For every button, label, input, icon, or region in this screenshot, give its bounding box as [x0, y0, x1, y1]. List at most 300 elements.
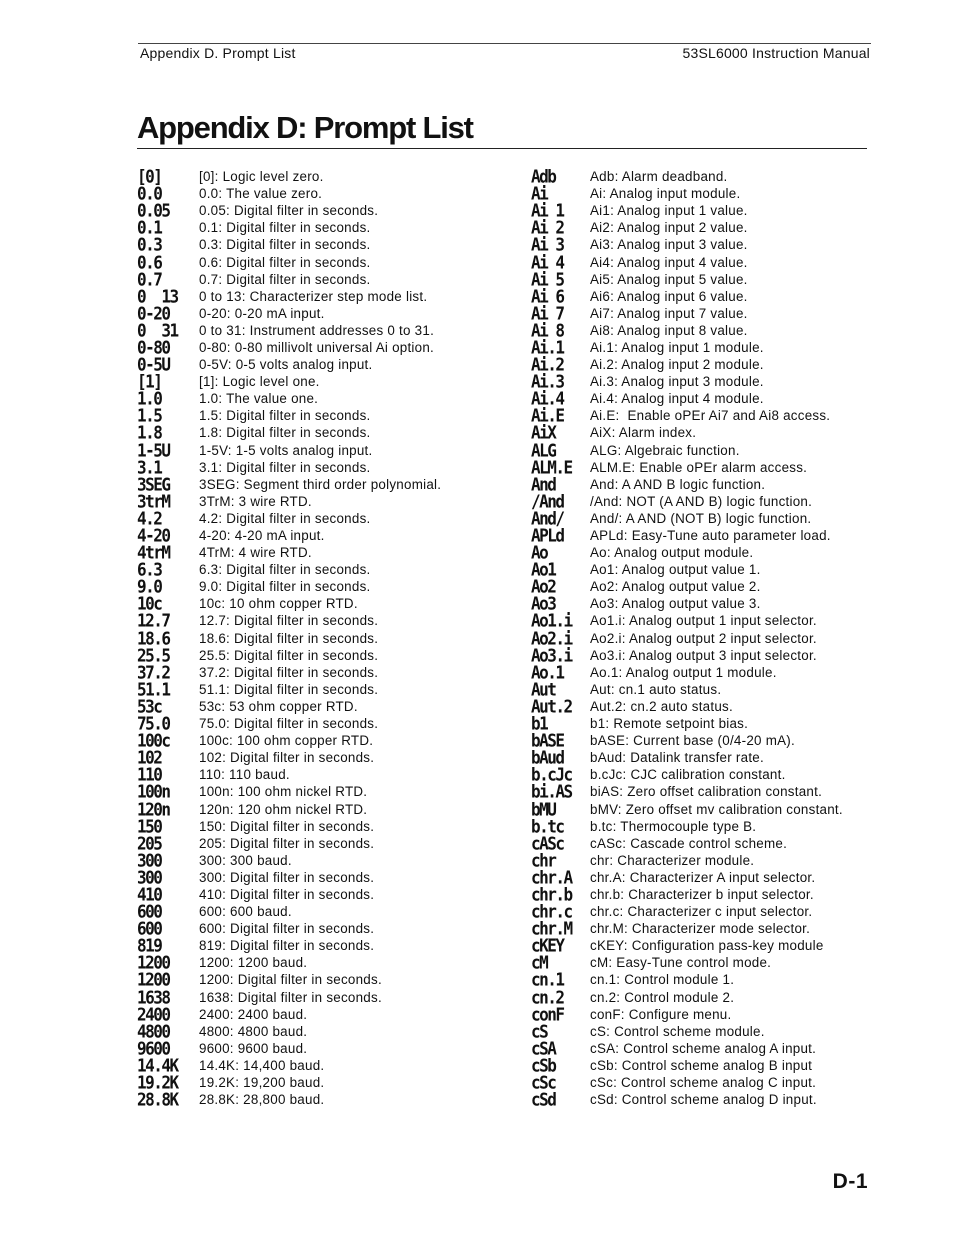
- prompt-description: ALG: Algebraic function.: [590, 442, 740, 458]
- prompt-display-code: APLd: [531, 524, 564, 547]
- prompt-list-item: [137, 507, 441, 530]
- prompt-description: 14.4K: 14,400 baud.: [199, 1057, 325, 1073]
- prompt-display-code: bi.AS: [531, 781, 572, 803]
- prompt-display-code: [0]: [137, 165, 162, 188]
- prompt-description: 4-20: 4-20 mA input.: [199, 528, 325, 544]
- prompt-list-item: [531, 815, 843, 837]
- prompt-description: 410: Digital filter in seconds.: [199, 886, 375, 902]
- prompt-description: Aut: cn.1 auto status.: [590, 681, 722, 697]
- prompt-description: bMV: Zero offset mv calibration constant.: [590, 801, 843, 817]
- prompt-display-code: chr.b: [531, 883, 572, 906]
- prompt-display-code: 6.3: [137, 559, 162, 581]
- prompt-description: 4800: 4800 baud.: [199, 1023, 308, 1039]
- prompt-display-code: Ai 5: [531, 268, 564, 290]
- prompt-display-code: 819: [137, 935, 162, 957]
- prompt-list-item: [531, 678, 843, 700]
- prompt-description: 12.7: Digital filter in seconds.: [199, 613, 379, 629]
- page-title: Appendix D: Prompt List: [137, 110, 473, 145]
- prompt-display-code: And: [531, 473, 556, 495]
- prompt-list-item: [531, 302, 843, 324]
- prompt-list-item: [137, 234, 441, 256]
- prompt-list-item: [137, 781, 441, 803]
- prompt-description: 120n: 120 ohm nickel RTD.: [199, 801, 368, 817]
- prompt-list-item: [137, 1071, 441, 1094]
- prompt-display-code: Aut.2: [531, 695, 572, 718]
- prompt-description: Ao3: Analog output value 3.: [590, 596, 761, 612]
- prompt-description: Adb: Alarm deadband.: [590, 169, 728, 185]
- prompt-display-code: bMU: [531, 798, 556, 820]
- prompt-display-code: Ai.1: [531, 336, 564, 359]
- prompt-display-code: Ai 1: [531, 200, 564, 222]
- prompt-description: 18.6: Digital filter in seconds.: [199, 630, 379, 646]
- prompt-display-code: Ao1: [531, 559, 556, 581]
- prompt-description: 19.2K: 19,200 baud.: [199, 1075, 325, 1091]
- prompt-display-code: 4-20: [137, 524, 170, 547]
- prompt-list-item: [531, 900, 843, 923]
- prompt-display-code: cn.2: [531, 986, 564, 1008]
- prompt-list-item: [137, 986, 441, 1008]
- prompt-display-code: 1638: [137, 986, 170, 1008]
- prompt-display-code: cSA: [531, 1037, 556, 1059]
- prompt-list-item: [137, 593, 441, 615]
- prompt-description: Ai4: Analog input 4 value.: [590, 254, 748, 270]
- prompt-list-item: [137, 900, 441, 923]
- prompt-description: 100n: 100 ohm nickel RTD.: [199, 784, 368, 800]
- prompt-display-code: 0-5U: [137, 353, 170, 376]
- prompt-list-item: [137, 1088, 441, 1111]
- prompt-display-code: 600: [137, 900, 162, 923]
- prompt-list-item: [137, 251, 441, 273]
- prompt-description: Ai5: Analog input 5 value.: [590, 271, 748, 287]
- prompt-display-code: [1]: [137, 371, 162, 393]
- prompt-list-item: [137, 935, 441, 957]
- prompt-description: APLd: Easy-Tune auto parameter load.: [590, 528, 831, 544]
- prompt-description: chr.b: Characterizer b input selector.: [590, 886, 814, 902]
- prompt-description: 3SEG: Segment third order polynomial.: [199, 476, 442, 492]
- prompt-list-item: [137, 405, 441, 427]
- prompt-list-item: [137, 1037, 441, 1059]
- prompt-list-item: [137, 832, 441, 854]
- prompt-list-item: [531, 405, 843, 427]
- prompt-description: 28.8K: 28,800 baud.: [199, 1092, 325, 1108]
- prompt-display-code: cASc: [531, 832, 564, 854]
- prompt-list-item: [531, 507, 843, 530]
- prompt-list-item: [531, 336, 843, 359]
- prompt-list-item: [137, 490, 441, 512]
- prompt-list-item: [531, 251, 843, 273]
- prompt-display-code: 0.6: [137, 251, 162, 273]
- prompt-description: Ai7: Analog input 7 value.: [590, 305, 748, 321]
- prompt-list-item: [137, 969, 441, 991]
- prompt-list-item: [531, 1020, 843, 1042]
- prompt-list-item: [137, 661, 441, 683]
- prompt-display-code: Ai.3: [531, 371, 564, 393]
- prompt-description: bASE: Current base (0/4-20 mA).: [590, 733, 795, 749]
- prompt-display-code: ALM.E: [531, 456, 572, 478]
- prompt-list-item: [137, 388, 441, 410]
- prompt-description: Ai6: Analog input 6 value.: [590, 288, 748, 304]
- prompt-description: biAS: Zero offset calibration constant.: [590, 784, 823, 800]
- prompt-list-item: [531, 712, 843, 735]
- prompt-description: Ao1: Analog output value 1.: [590, 562, 761, 578]
- prompt-display-code: conF: [531, 1003, 564, 1025]
- prompt-list-item: [531, 268, 843, 290]
- prompt-display-code: 0.1: [137, 217, 162, 239]
- prompt-display-code: 14.4K: [137, 1054, 178, 1077]
- prompt-list-item: [137, 576, 441, 598]
- prompt-description: cn.2: Control module 2.: [590, 989, 735, 1005]
- prompt-list-item: [531, 781, 843, 803]
- prompt-display-code: 51.1: [137, 678, 170, 700]
- prompt-description: 819: Digital filter in seconds.: [199, 938, 375, 954]
- prompt-display-code: cSb: [531, 1054, 556, 1077]
- prompt-list-item: [531, 524, 843, 547]
- prompt-list-item: [531, 661, 843, 683]
- prompt-display-code: b.cJc: [531, 764, 572, 786]
- prompt-description: 1638: Digital filter in seconds.: [199, 989, 382, 1005]
- prompt-display-code: 37.2: [137, 661, 170, 683]
- prompt-list-item: [531, 559, 843, 581]
- prompt-display-code: 9.0: [137, 576, 162, 598]
- page-number: D-1: [832, 1170, 868, 1193]
- prompt-display-code: cS: [531, 1020, 548, 1042]
- prompt-display-code: Ai 2: [531, 217, 564, 239]
- prompt-list-item: [531, 832, 843, 854]
- prompt-list-item: [531, 371, 843, 393]
- prompt-description: 0 to 31: Instrument addresses 0 to 31.: [199, 322, 435, 338]
- prompt-list-item: [531, 986, 843, 1008]
- prompt-display-code: 0-20: [137, 302, 170, 324]
- prompt-list-item: [137, 285, 441, 307]
- prompt-description: cn.1: Control module 1.: [590, 972, 735, 988]
- prompt-list-item: [531, 422, 843, 444]
- prompt-description: Ai3: Analog input 3 value.: [590, 237, 748, 253]
- prompt-description: chr.A: Characterizer A input selector.: [590, 869, 816, 885]
- prompt-description: Ai.4: Analog input 4 module.: [590, 391, 764, 407]
- prompt-list-item: [137, 217, 441, 239]
- prompt-list-item: [137, 764, 441, 786]
- prompt-list-item: [531, 1088, 843, 1111]
- prompt-description: chr: Characterizer module.: [590, 852, 755, 868]
- prompt-list-item: [137, 200, 441, 222]
- prompt-list-item: [137, 849, 441, 871]
- prompt-display-code: Ai 4: [531, 251, 564, 273]
- prompt-display-code: 0.0: [137, 183, 162, 205]
- prompt-display-code: 205: [137, 832, 162, 854]
- prompt-list-item: [531, 217, 843, 239]
- prompt-display-code: 1200: [137, 952, 170, 974]
- prompt-list-item: [137, 336, 441, 359]
- header-rule: [138, 43, 871, 44]
- prompt-display-code: 120n: [137, 798, 170, 820]
- prompt-description: 600: Digital filter in seconds.: [199, 921, 375, 937]
- running-header-section: Appendix D. Prompt List: [140, 45, 296, 61]
- prompt-description: 4TrM: 4 wire RTD.: [199, 545, 312, 561]
- prompt-list-item: [531, 1003, 843, 1025]
- prompt-list-item: [137, 456, 441, 478]
- prompt-description: 102: Digital filter in seconds.: [199, 750, 375, 766]
- prompt-list-right-column: [531, 165, 843, 1111]
- prompt-list-item: [531, 183, 843, 205]
- prompt-list-item: [531, 490, 843, 512]
- prompt-description: cSA: Control scheme analog A input.: [590, 1040, 817, 1056]
- prompt-list-item: [137, 798, 441, 820]
- prompt-list-item: [531, 456, 843, 478]
- prompt-display-code: 600: [137, 918, 162, 940]
- prompt-list-item: [137, 541, 441, 564]
- prompt-list-item: [531, 798, 843, 820]
- prompt-display-code: chr.M: [531, 918, 572, 940]
- prompt-list-item: [531, 439, 843, 461]
- prompt-display-code: chr.c: [531, 900, 572, 923]
- prompt-list-item: [137, 422, 441, 444]
- prompt-display-code: 0 13: [137, 285, 178, 307]
- prompt-display-code: 0.7: [137, 268, 162, 290]
- prompt-display-code: 75.0: [137, 712, 170, 735]
- prompt-description: cS: Control scheme module.: [590, 1023, 765, 1039]
- prompt-display-code: Ai 8: [531, 319, 564, 342]
- prompt-description: Ai.3: Analog input 3 module.: [590, 374, 764, 390]
- prompt-display-code: 53c: [137, 695, 162, 718]
- prompt-list-item: [137, 559, 441, 581]
- prompt-list-item: [137, 627, 441, 649]
- prompt-display-code: cSc: [531, 1071, 556, 1094]
- prompt-display-code: 0 31: [137, 319, 178, 342]
- prompt-list-item: [531, 576, 843, 598]
- prompt-description: 2400: 2400 baud.: [199, 1006, 308, 1022]
- prompt-display-code: bASE: [531, 730, 564, 752]
- prompt-description: 3TrM: 3 wire RTD.: [199, 493, 312, 509]
- prompt-list-item: [531, 234, 843, 256]
- prompt-display-code: Ao2: [531, 576, 556, 598]
- prompt-display-code: 25.5: [137, 644, 170, 666]
- prompt-display-code: Ai.4: [531, 388, 564, 410]
- prompt-description: 1200: 1200 baud.: [199, 955, 308, 971]
- prompt-description: 9600: 9600 baud.: [199, 1040, 308, 1056]
- prompt-description: Ao3.i: Analog output 3 input selector.: [590, 647, 817, 663]
- prompt-display-code: Adb: [531, 165, 556, 188]
- prompt-description: 37.2: Digital filter in seconds.: [199, 664, 379, 680]
- prompt-list-item: [531, 165, 843, 188]
- prompt-description: chr.M: Characterizer mode selector.: [590, 921, 811, 937]
- prompt-description: Ao2.i: Analog output 2 input selector.: [590, 630, 817, 646]
- prompt-display-code: 18.6: [137, 627, 170, 649]
- prompt-display-code: 2400: [137, 1003, 170, 1025]
- prompt-list-item: [137, 712, 441, 735]
- prompt-display-code: 3trM: [137, 490, 170, 512]
- prompt-list-item: [531, 627, 843, 649]
- prompt-display-code: 3.1: [137, 456, 162, 478]
- prompt-description: chr.c: Characterizer c input selector.: [590, 904, 813, 920]
- prompt-display-code: 100n: [137, 781, 170, 803]
- prompt-list-item: [531, 883, 843, 906]
- prompt-list-item: [137, 183, 441, 205]
- prompt-list-item: [531, 1071, 843, 1094]
- prompt-list-item: [137, 1054, 441, 1077]
- prompt-display-code: 1.5: [137, 405, 162, 427]
- prompt-description: Ao1.i: Analog output 1 input selector.: [590, 613, 817, 629]
- prompt-list-item: [531, 764, 843, 786]
- prompt-description: [1]: Logic level one.: [199, 374, 320, 390]
- running-header-manual: 53SL6000 Instruction Manual: [682, 45, 870, 61]
- prompt-description: ALM.E: Enable oPEr alarm access.: [590, 459, 808, 475]
- prompt-list-item: [531, 1054, 843, 1077]
- prompt-list-item: [531, 849, 843, 871]
- prompt-description: 0.1: Digital filter in seconds.: [199, 220, 371, 236]
- prompt-description: 1.0: The value one.: [199, 391, 319, 407]
- prompt-list-item: [137, 610, 441, 632]
- prompt-description: 0 to 13: Characterizer step mode list.: [199, 288, 428, 304]
- prompt-description: b.cJc: CJC calibration constant.: [590, 767, 786, 783]
- prompt-description: Ao.1: Analog output 1 module.: [590, 664, 777, 680]
- prompt-display-code: 1.0: [137, 388, 162, 410]
- prompt-display-code: 1.8: [137, 422, 162, 444]
- prompt-display-code: 3SEG: [137, 473, 170, 495]
- prompt-description: 0.6: Digital filter in seconds.: [199, 254, 371, 270]
- prompt-list-item: [137, 952, 441, 974]
- prompt-display-code: chr.A: [531, 866, 572, 889]
- prompt-display-code: And/: [531, 507, 564, 530]
- prompt-display-code: 19.2K: [137, 1071, 178, 1094]
- prompt-list-item: [137, 918, 441, 940]
- prompt-description: 0-5V: 0-5 volts analog input.: [199, 357, 373, 373]
- prompt-description: 110: 110 baud.: [199, 767, 290, 783]
- prompt-list-item: [137, 678, 441, 700]
- prompt-display-code: cn.1: [531, 969, 564, 991]
- prompt-display-code: cM: [531, 952, 548, 974]
- prompt-list-item: [531, 285, 843, 307]
- prompt-description: Ai: Analog input module.: [590, 186, 741, 202]
- prompt-list-item: [531, 593, 843, 615]
- prompt-list-item: [531, 695, 843, 718]
- prompt-list-item: [137, 165, 441, 188]
- prompt-display-code: 102: [137, 747, 162, 769]
- prompt-display-code: 100c: [137, 730, 170, 752]
- prompt-list-item: [137, 319, 441, 342]
- prompt-description: 0-20: 0-20 mA input.: [199, 305, 325, 321]
- prompt-description: 0.0: The value zero.: [199, 186, 323, 202]
- prompt-list-item: [531, 730, 843, 752]
- prompt-display-code: 4trM: [137, 541, 170, 564]
- prompt-display-code: cKEY: [531, 935, 564, 957]
- prompt-description: Ai.E: Enable oPEr Ai7 and Ai8 access.: [590, 408, 831, 424]
- prompt-description: cM: Easy-Tune control mode.: [590, 955, 772, 971]
- prompt-description: cKEY: Configuration pass-key module: [590, 938, 824, 954]
- prompt-description: 75.0: Digital filter in seconds.: [199, 716, 379, 732]
- prompt-display-code: /And: [531, 490, 564, 512]
- prompt-display-code: 150: [137, 815, 162, 837]
- prompt-list-left-column: [137, 165, 442, 1111]
- prompt-list-item: [137, 883, 441, 906]
- prompt-description: 1.8: Digital filter in seconds.: [199, 425, 371, 441]
- prompt-description: 9.0: Digital filter in seconds.: [199, 579, 371, 595]
- prompt-list-item: [531, 969, 843, 991]
- prompt-list-item: [137, 302, 441, 324]
- prompt-display-code: Ai 6: [531, 285, 564, 307]
- prompt-list-item: [531, 866, 843, 889]
- prompt-description: 0.05: Digital filter in seconds.: [199, 203, 379, 219]
- prompt-description: AiX: Alarm index.: [590, 425, 697, 441]
- prompt-description: Ao: Analog output module.: [590, 545, 754, 561]
- prompt-display-code: 0.3: [137, 234, 162, 256]
- prompt-description: 1.5: Digital filter in seconds.: [199, 408, 371, 424]
- prompt-description: 1200: Digital filter in seconds.: [199, 972, 382, 988]
- prompt-display-code: 0-80: [137, 336, 170, 359]
- prompt-list-item: [531, 1037, 843, 1059]
- prompt-description: [0]: Logic level zero.: [199, 169, 324, 185]
- prompt-list-item: [137, 695, 441, 718]
- prompt-display-code: b.tc: [531, 815, 564, 837]
- prompt-display-code: Ai 3: [531, 234, 564, 256]
- prompt-description: 0-80: 0-80 millivolt universal Ai option.: [199, 339, 435, 355]
- prompt-description: 10c: 10 ohm copper RTD.: [199, 596, 358, 612]
- prompt-description: 300: 300 baud.: [199, 852, 292, 868]
- prompt-display-code: chr: [531, 849, 556, 871]
- prompt-display-code: ALG: [531, 439, 556, 461]
- prompt-list-item: [137, 268, 441, 290]
- prompt-description: Ai8: Analog input 8 value.: [590, 322, 748, 338]
- prompt-display-code: 300: [137, 849, 162, 871]
- prompt-description: 25.5: Digital filter in seconds.: [199, 647, 379, 663]
- prompt-list-item: [137, 866, 441, 889]
- prompt-display-code: 28.8K: [137, 1088, 178, 1111]
- prompt-display-code: 4.2: [137, 507, 162, 530]
- prompt-display-code: Ao.1: [531, 661, 564, 683]
- prompt-description: conF: Configure menu.: [590, 1006, 732, 1022]
- prompt-description: 0.7: Digital filter in seconds.: [199, 271, 371, 287]
- prompt-display-code: Ao: [531, 541, 548, 564]
- prompt-description: 3.1: Digital filter in seconds.: [199, 459, 371, 475]
- prompt-list-item: [531, 388, 843, 410]
- prompt-list-item: [137, 473, 442, 495]
- prompt-list-item: [531, 473, 843, 495]
- prompt-description: Aut.2: cn.2 auto status.: [590, 698, 733, 714]
- prompt-list-item: [531, 644, 843, 666]
- prompt-display-code: 1-5U: [137, 439, 170, 461]
- prompt-description: 6.3: Digital filter in seconds.: [199, 562, 371, 578]
- prompt-list-item: [137, 524, 441, 547]
- prompt-list-item: [137, 353, 441, 376]
- prompt-description: /And: NOT (A AND B) logic function.: [590, 493, 813, 509]
- prompt-display-code: Aut: [531, 678, 556, 700]
- prompt-description: bAud: Datalink transfer rate.: [590, 750, 764, 766]
- prompt-list-item: [531, 353, 843, 376]
- prompt-description: 53c: 53 ohm copper RTD.: [199, 698, 358, 714]
- prompt-list-item: [531, 200, 843, 222]
- prompt-list-item: [137, 439, 441, 461]
- prompt-description: cASc: Cascade control scheme.: [590, 835, 788, 851]
- title-rule: [137, 148, 867, 149]
- prompt-display-code: Ai: [531, 183, 548, 205]
- prompt-display-code: 12.7: [137, 610, 170, 632]
- prompt-list-item: [137, 371, 441, 393]
- prompt-list-item: [137, 747, 441, 769]
- prompt-description: And: A AND B logic function.: [590, 476, 766, 492]
- prompt-display-code: 410: [137, 883, 162, 906]
- prompt-description: Ai2: Analog input 2 value.: [590, 220, 748, 236]
- prompt-display-code: 110: [137, 764, 162, 786]
- prompt-description: cSb: Control scheme analog B input: [590, 1057, 813, 1073]
- prompt-display-code: AiX: [531, 422, 556, 444]
- prompt-description: 600: 600 baud.: [199, 904, 292, 920]
- prompt-display-code: Ai.E: [531, 405, 564, 427]
- prompt-description: Ai1: Analog input 1 value.: [590, 203, 748, 219]
- prompt-description: And/: A AND (NOT B) logic function.: [590, 510, 812, 526]
- prompt-list-item: [137, 1020, 441, 1042]
- prompt-display-code: 300: [137, 866, 162, 889]
- prompt-display-code: b1: [531, 712, 548, 735]
- prompt-description: cSd: Control scheme analog D input.: [590, 1092, 817, 1108]
